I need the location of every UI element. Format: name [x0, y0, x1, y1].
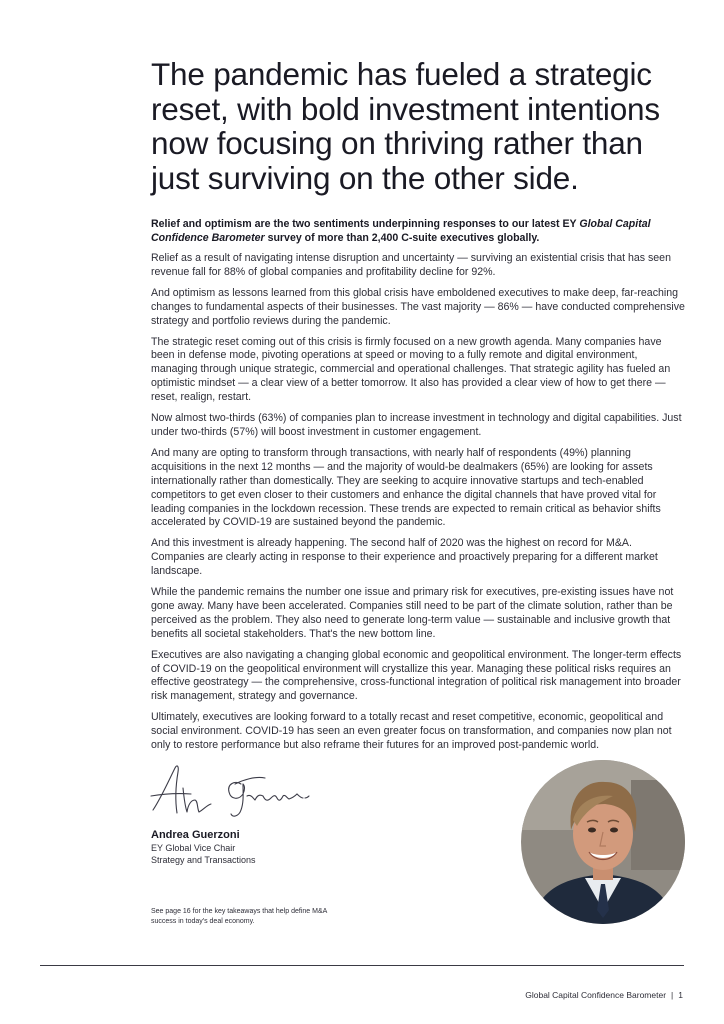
paragraph-7: While the pandemic remains the number one issue and primary risk for executives, pre-existing issues have not gone away. Many have been accelerated. Companies still need to be part of the climate solution, rather than be perceived as the problem. They also need to generate long-term value — sustainable and inclusive growth that benefits all societal stakeholders. That's the new bottom line. [151, 586, 674, 640]
lead-text-end: survey of more than 2,400 C-suite executives globally. [264, 232, 540, 244]
portrait-photo [521, 760, 685, 924]
paragraph-6: And this investment is already happening. The second half of 2020 was the highest on record for M&A. Companies are clearly acting in response to their experience and proactively preparing for a different market landscape. [151, 537, 658, 578]
footer-divider [40, 965, 684, 966]
signatory-division: Strategy and Transactions [151, 855, 256, 865]
paragraph-9: Ultimately, executives are looking forward to a totally recast and reset competitive, economic, geopolitical and social environment. COVID-19 has seen an even greater focus on transformation, and companies now plan not only to restore performance but also reframe their futures for an improved post-pandemic world. [151, 711, 672, 752]
lead-paragraph [151, 217, 686, 245]
paragraph-3: The strategic reset coming out of this crisis is firmly focused on a new growth agenda. Many companies have been in defense mode, pivoting operations at speed or moving to a fully remote and digital environment, managing through unique strategic, commercial and operational challenges. That strategic agility has fueled an optimistic mindset — a clear view of a better tomorrow. It also has provided a clear view of how to get there — reset, realign, restart. [151, 335, 671, 404]
paragraph-4: Now almost two-thirds (63%) of companies plan to increase investment in technology and digital capabilities. Just under two-thirds (57%) will boost investment in customer engagement. [151, 412, 682, 438]
signatory-title: EY Global Vice Chair [151, 843, 236, 853]
paragraph-2: And optimism as lessons learned from this global crisis have emboldened executives to make deep, far-reaching changes to fundamental aspects of their businesses. The vast majority — 86% — have conducted comprehensive strategy and portfolio reviews during the pandemic. [151, 286, 685, 327]
page-footer [525, 990, 683, 1000]
paragraph-1: Relief as a result of navigating intense disruption and uncertainty — surviving an existential crisis that has seen revenue fall for 88% of global companies and profitability decline for 92%. [151, 252, 671, 278]
footnote: See page 16 for the key takeaways that help define M&A success in today's deal economy. [151, 908, 327, 925]
signatory-name: Andrea Guerzoni [151, 829, 240, 841]
article-body [151, 57, 686, 753]
signatory-block [151, 828, 256, 866]
footer-separator: | [671, 990, 674, 1000]
paragraph-8: Executives are also navigating a changing global economic and geopolitical environment. The longer-term effects of COVID-19 on the geopolitical environment will crystallize this year. Managing these political risks requires an effective geostrategy — the comprehensive, cross-functional integration of political risk management into broader risk management, strategy and governance. [151, 648, 682, 703]
page-number: 1 [678, 990, 683, 1000]
paragraph-5: And many are opting to transform through transactions, with nearly half of respondents (49%) planning acquisitions in the next 12 months — and the majority of would-be dealmakers (65%) are looking for assets internationally rather than domestically. They are seeking to acquire innovative startups and tech-enabled competitors to get even closer to their customers and enhance the digital channels that have proved vital for leading companies in the lockdown recession. These trends are expected to remain critical as behavior shifts accelerated by COVID-19 are sustained beyond the pandemic. [151, 446, 661, 529]
headline: The pandemic has fueled a strategic reset, with bold investment intentions now focusing on thriving rather than just surviving on the other side. [151, 56, 660, 196]
footer-publication-title: Global Capital Confidence Barometer [525, 990, 667, 1000]
lead-report-title: Global Capital Confidence Barometer [151, 218, 651, 244]
lead-text-start: Relief and optimism are the two sentiments underpinning responses to our latest EY [151, 218, 580, 230]
handwritten-signature [147, 758, 327, 828]
